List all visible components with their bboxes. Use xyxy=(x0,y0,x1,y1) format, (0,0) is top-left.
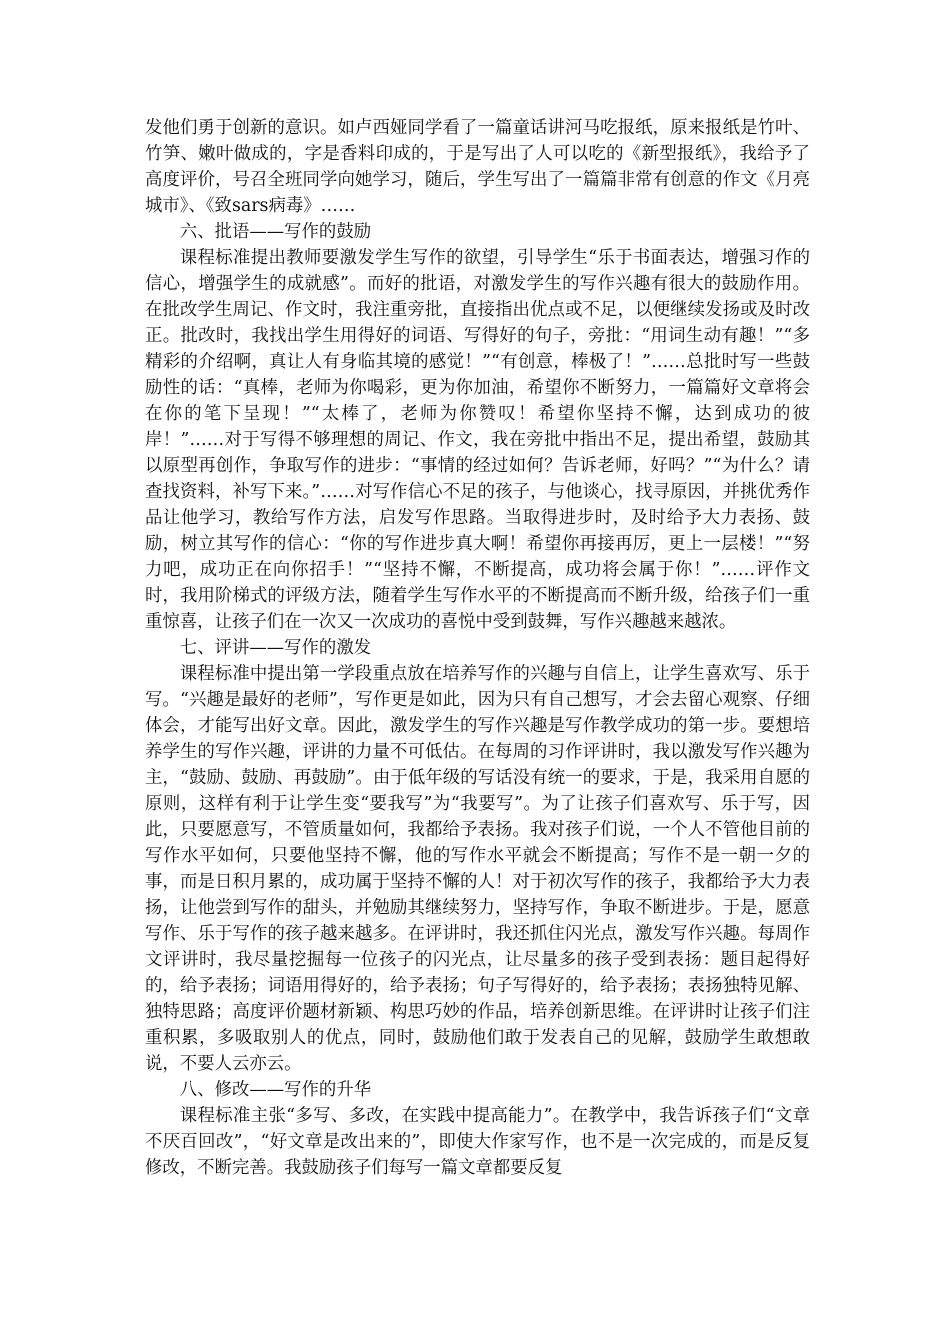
paragraph-section-8: 课程标准主张“多写、多改，在实践中提高能力”。在教学中，我告诉孩子们“文章不厌百回改”，“好文章是改出来的”，即使大作家写作，也不是一次完成的，而是反复修改，不断完善。我鼓励孩子们每写一篇文章都要反复 xyxy=(145,1106,810,1178)
paragraph-section-6: 课程标准提出教师要激发学生写作的欲望，引导学生“乐于书面表达，增强习作的信心，增强学生的成就感”。而好的批语，对激发学生的写作兴趣有很大的鼓励作用。在批改学生周记、作文时，我注重旁批，直接指出优点或不足，以便继续发扬或及时改正。批改时，我找出学生用得好的词语、写得好的句子，旁批：“用词生动有趣！”“多精彩的介绍啊，真让人有身临其境的感觉！”“有创意，棒极了！”……总批时写一些鼓励性的话：“真棒，老师为你喝彩，更为你加油，希望你不断努力，一篇篇好文章将会在你的笔下呈现！”“太棒了，老师为你赞叹！希望你坚持不懈，达到成功的彼岸！”……对于写得不够理想的周记、作文，我在旁批中指出不足，提出希望，鼓励其以原型再创作，争取写作的进步：“事情的经过如何？告诉老师，好吗？”“为什么？请查找资料，补写下来。”……对写作信心不足的孩子，与他谈心，找寻原因，并挑优秀作品让他学习，教给写作方法，启发写作思路。当取得进步时，及时给予大力表扬、鼓励，树立其写作的信心：“你的写作进步真大啊！希望你再接再厉，更上一层楼！”“努力吧，成功正在向你招手！”“坚持不懈，不断提高，成功将会属于你！”……评作文时，我用阶梯式的评级方法，随着学生写作水平的不断提高而不断升级，给孩子们一重重惊喜，让孩子们在一次又一次成功的喜悦中受到鼓舞，写作兴趣越来越浓。 xyxy=(145,248,810,632)
section-heading-6: 六、批语——写作的鼓励 xyxy=(179,222,372,242)
paragraph-intro-continued: 发他们勇于创新的意识。如卢西娅同学看了一篇童话讲河马吃报纸，原来报纸是竹叶、竹笋、嫩叶做成的，字是香料印成的，于是写出了人可以吃的《新型报纸》，我给予了高度评价，号召全班同学向她学习，随后，学生写出了一篇篇非常有创意的作文《月亮城市》、《致sars病毒》…… xyxy=(145,118,810,216)
section-heading-7: 七、评讲——写作的激发 xyxy=(179,638,372,658)
paragraph-section-7: 课程标准中提出第一学段重点放在培养写作的兴趣与自信上，让学生喜欢写、乐于写。“兴趣是最好的老师”，写作更是如此，因为只有自己想写，才会去留心观察、仔细体会，才能写出好文章。因此，激发学生的写作兴趣是写作教学成功的第一步。要想培养学生的写作兴趣，评讲的力量不可低估。在每周的习作评讲时，我以激发写作兴趣为主，“鼓励、鼓励、再鼓励”。由于低年级的写话没有统一的要求，于是，我采用自愿的原则，这样有利于让学生变“要我写”为“我要写”。为了让孩子们喜欢写、乐于写，因此，只要愿意写，不管质量如何，我都给予表扬。我对孩子们说，一个人不管他目前的写作水平如何，只要他坚持不懈，他的写作水平就会不断提高；写作不是一朝一夕的事，而是日积月累的，成功属于坚持不懈的人！对于初次写作的孩子，我都给予大力表扬，让他尝到写作的甜头，并勉励其继续努力，坚持写作，争取不断进步。于是，愿意写作、乐于写作的孩子越来越多。在评讲时，我还抓住闪光点，激发写作兴趣。每周作文评讲时，我尽量挖掘每一位孩子的闪光点，让尽量多的孩子受到表扬：题目起得好的，给予表扬；词语用得好的，给予表扬；句子写得好的，给予表扬；表扬独特见解、独特思路；高度评价题材新颖、构思巧妙的作品，培养创新思维。在评讲时让孩子们注重积累，多吸取别人的优点，同时，鼓励他们敢于发表自己的见解，鼓励学生敢想敢说，不要人云亦云。 xyxy=(145,664,810,1074)
section-heading-8: 八、修改——写作的升华 xyxy=(179,1080,372,1100)
document-body xyxy=(145,115,810,1181)
